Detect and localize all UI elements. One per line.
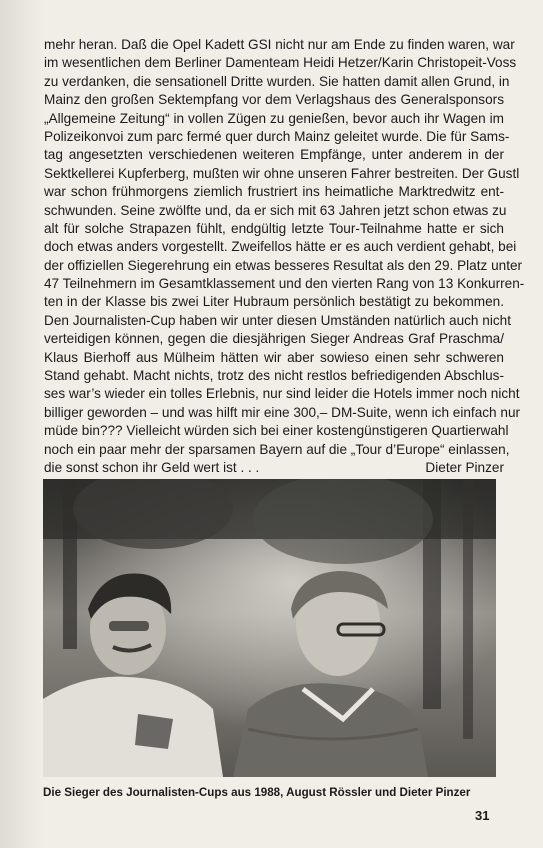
article-line: Den Journalisten-Cup haben wir unter diesen Umständen natürlich auch nicht [44, 312, 511, 328]
article-line: doch etwas anders vorgestellt. Zweifellos hätte er es auch verdient gehabt, bei [44, 239, 517, 255]
article-line: im wesentlichen dem Berliner Damenteam Heidi Hetzer/Karin Christopeit-Voss [44, 55, 517, 71]
article-line: Polizeikonvoi zum parc fermé quer durch Mainz geleitet wurde. Die für Sams- [44, 128, 510, 144]
article-line: müde bin??? Vielleicht würden sich bei einer kostengünstigeren Quartierwahl [44, 423, 509, 439]
article-line: zu verdanken, die sensationell Dritte wurden. Sie hatten damit allen Grund, in [44, 73, 510, 89]
photo-image [43, 479, 496, 777]
closing-line [44, 459, 504, 477]
article-line: verteidigen können, gegen die diesjährigen Sieger Andreas Graf Praschma/ [44, 331, 504, 347]
page-binding-edge [0, 0, 44, 848]
article-line: der offiziellen Siegerehrung ein etwas besseres Resultat als den 29. Platz unter [44, 257, 523, 273]
article-line: Sektkellerei Kupferberg, mußten wir ohne unseren Fahrer bestreiten. Der Gustl [44, 165, 520, 181]
article-line: ten in der Klasse bis zwei Liter Hubraum persönlich bestätigt zu bekommen. [44, 294, 504, 310]
photo-caption: Die Sieger des Journalisten-Cups aus 1988, August Rössler und Dieter Pinzer [43, 786, 471, 799]
article-line: billiger geworden – und was hilft mir eine 300,– DM-Suite, wenn ich einfach nur [44, 404, 521, 420]
article-body [44, 36, 525, 477]
article-last-line: die sonst schon ihr Geld wert ist . . . [44, 459, 260, 475]
article-line: „Allgemeine Zeitung“ in vollen Zügen zu genießen, bevor auch ihr Wagen im [44, 110, 504, 126]
article-line: alt für solche Strapazen fühlt, endgültig letzte Tour-Teilnahme hatte er sich [44, 220, 504, 236]
article-line: Mainz den großen Sektempfang vor dem Verlagshaus des Generalsponsors [44, 92, 504, 108]
author-signature: Dieter Pinzer [425, 459, 504, 475]
photo-winners [43, 479, 496, 777]
page-number: 31 [475, 808, 490, 823]
article-line: tag angesetzten verschiedenen weiteren Empfänge, unter anderem in der [44, 147, 504, 163]
article-line: mehr heran. Daß die Opel Kadett GSI nicht nur am Ende zu finden waren, war [44, 37, 515, 52]
article-line: noch ein paar mehr der sparsamen Bayern auf die „Tour d’Europe“ einlassen, [44, 441, 510, 457]
article-line: 47 Teilnehmern im Gesamtklassement und den vierten Rang von 13 Konkurren- [44, 276, 525, 292]
article-line: schwunden. Seine zwölfte und, da er sich mit 63 Jahren jetzt schon etwas zu [44, 202, 507, 218]
article-line: ses war’s wieder ein tolles Erlebnis, nur sind leider die Hotels immer noch nicht [44, 386, 520, 402]
article-line: war schon frühmorgens ziemlich frustriert ins heimatliche Marktredwitz ent- [44, 184, 504, 200]
article-line: Stand gehabt. Macht nichts, trotz des nicht restlos befriedigenden Abschlus- [44, 368, 504, 384]
article-line: Klaus Bierhoff aus Mülheim hätten wir aber sowieso einen sehr schweren [44, 349, 504, 365]
